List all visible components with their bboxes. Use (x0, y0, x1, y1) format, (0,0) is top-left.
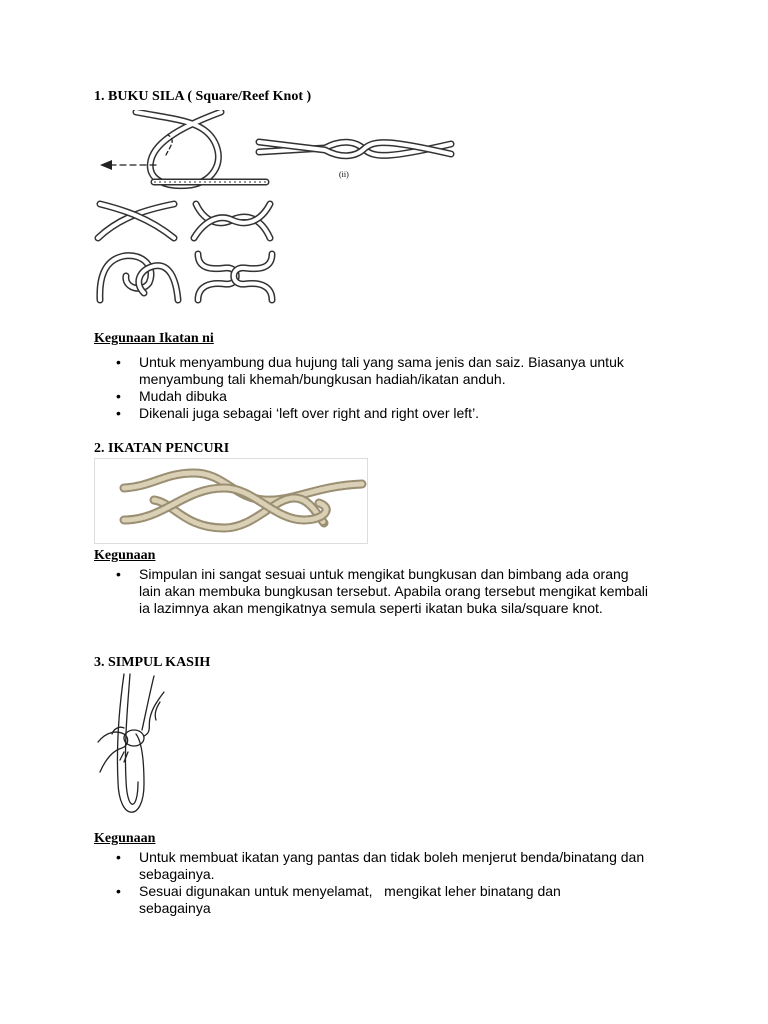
section-2-bullet-list (94, 566, 654, 617)
section-1-bullet-list (94, 354, 694, 422)
thief-knot-photo (94, 458, 368, 544)
section-3-bullet-list (94, 849, 714, 917)
list-item: • Untuk menyambung dua hujung tali yang sama jenis dan saiz. Biasanya untuk menyambung tali khemah/bungkusan hadiah/ikatan anduh. (94, 354, 694, 388)
figure-label-ii: (ii) (339, 170, 349, 179)
section-2-heading: 2. IKATAN PENCURI (94, 441, 230, 456)
section-3-subheading: Kegunaan (94, 831, 156, 846)
section-2-subheading: Kegunaan (94, 548, 156, 563)
reef-knot-step-4 (190, 248, 280, 306)
reef-knot-step-2 (190, 198, 275, 246)
simpul-kasih-diagram (94, 672, 166, 828)
reef-knot-step-3 (94, 248, 184, 306)
section-3-heading: 3. SIMPUL KASIH (94, 655, 211, 670)
list-item: • Untuk membuat ikatan yang pantas dan tidak boleh menjerut benda/binatang dan sebagainya. (94, 849, 714, 883)
reef-knot-diagram-i (96, 110, 271, 195)
list-item: • Sesuai digunakan untuk menyelamat, mengikat leher binatang dan sebagainya (94, 883, 609, 917)
list-item: • Simpulan ini sangat sesuai untuk mengikat bungkusan dan bimbang ada orang lain akan membuka bungkusan tersebut. Apabila orang tersebut mengikat kembali ia lazimnya akan mengikatnya semula seperti ikatan buka sila/square knot. (94, 566, 654, 617)
list-item: • Dikenali juga sebagai ‘left over right and right over left’. (94, 405, 694, 422)
list-item: • Mudah dibuka (94, 388, 694, 405)
reef-knot-diagram-ii (255, 128, 455, 183)
reef-knot-step-1 (94, 198, 179, 246)
section-1-heading: 1. BUKU SILA ( Square/Reef Knot ) (94, 89, 312, 104)
section-1-subheading: Kegunaan Ikatan ni (94, 331, 214, 346)
